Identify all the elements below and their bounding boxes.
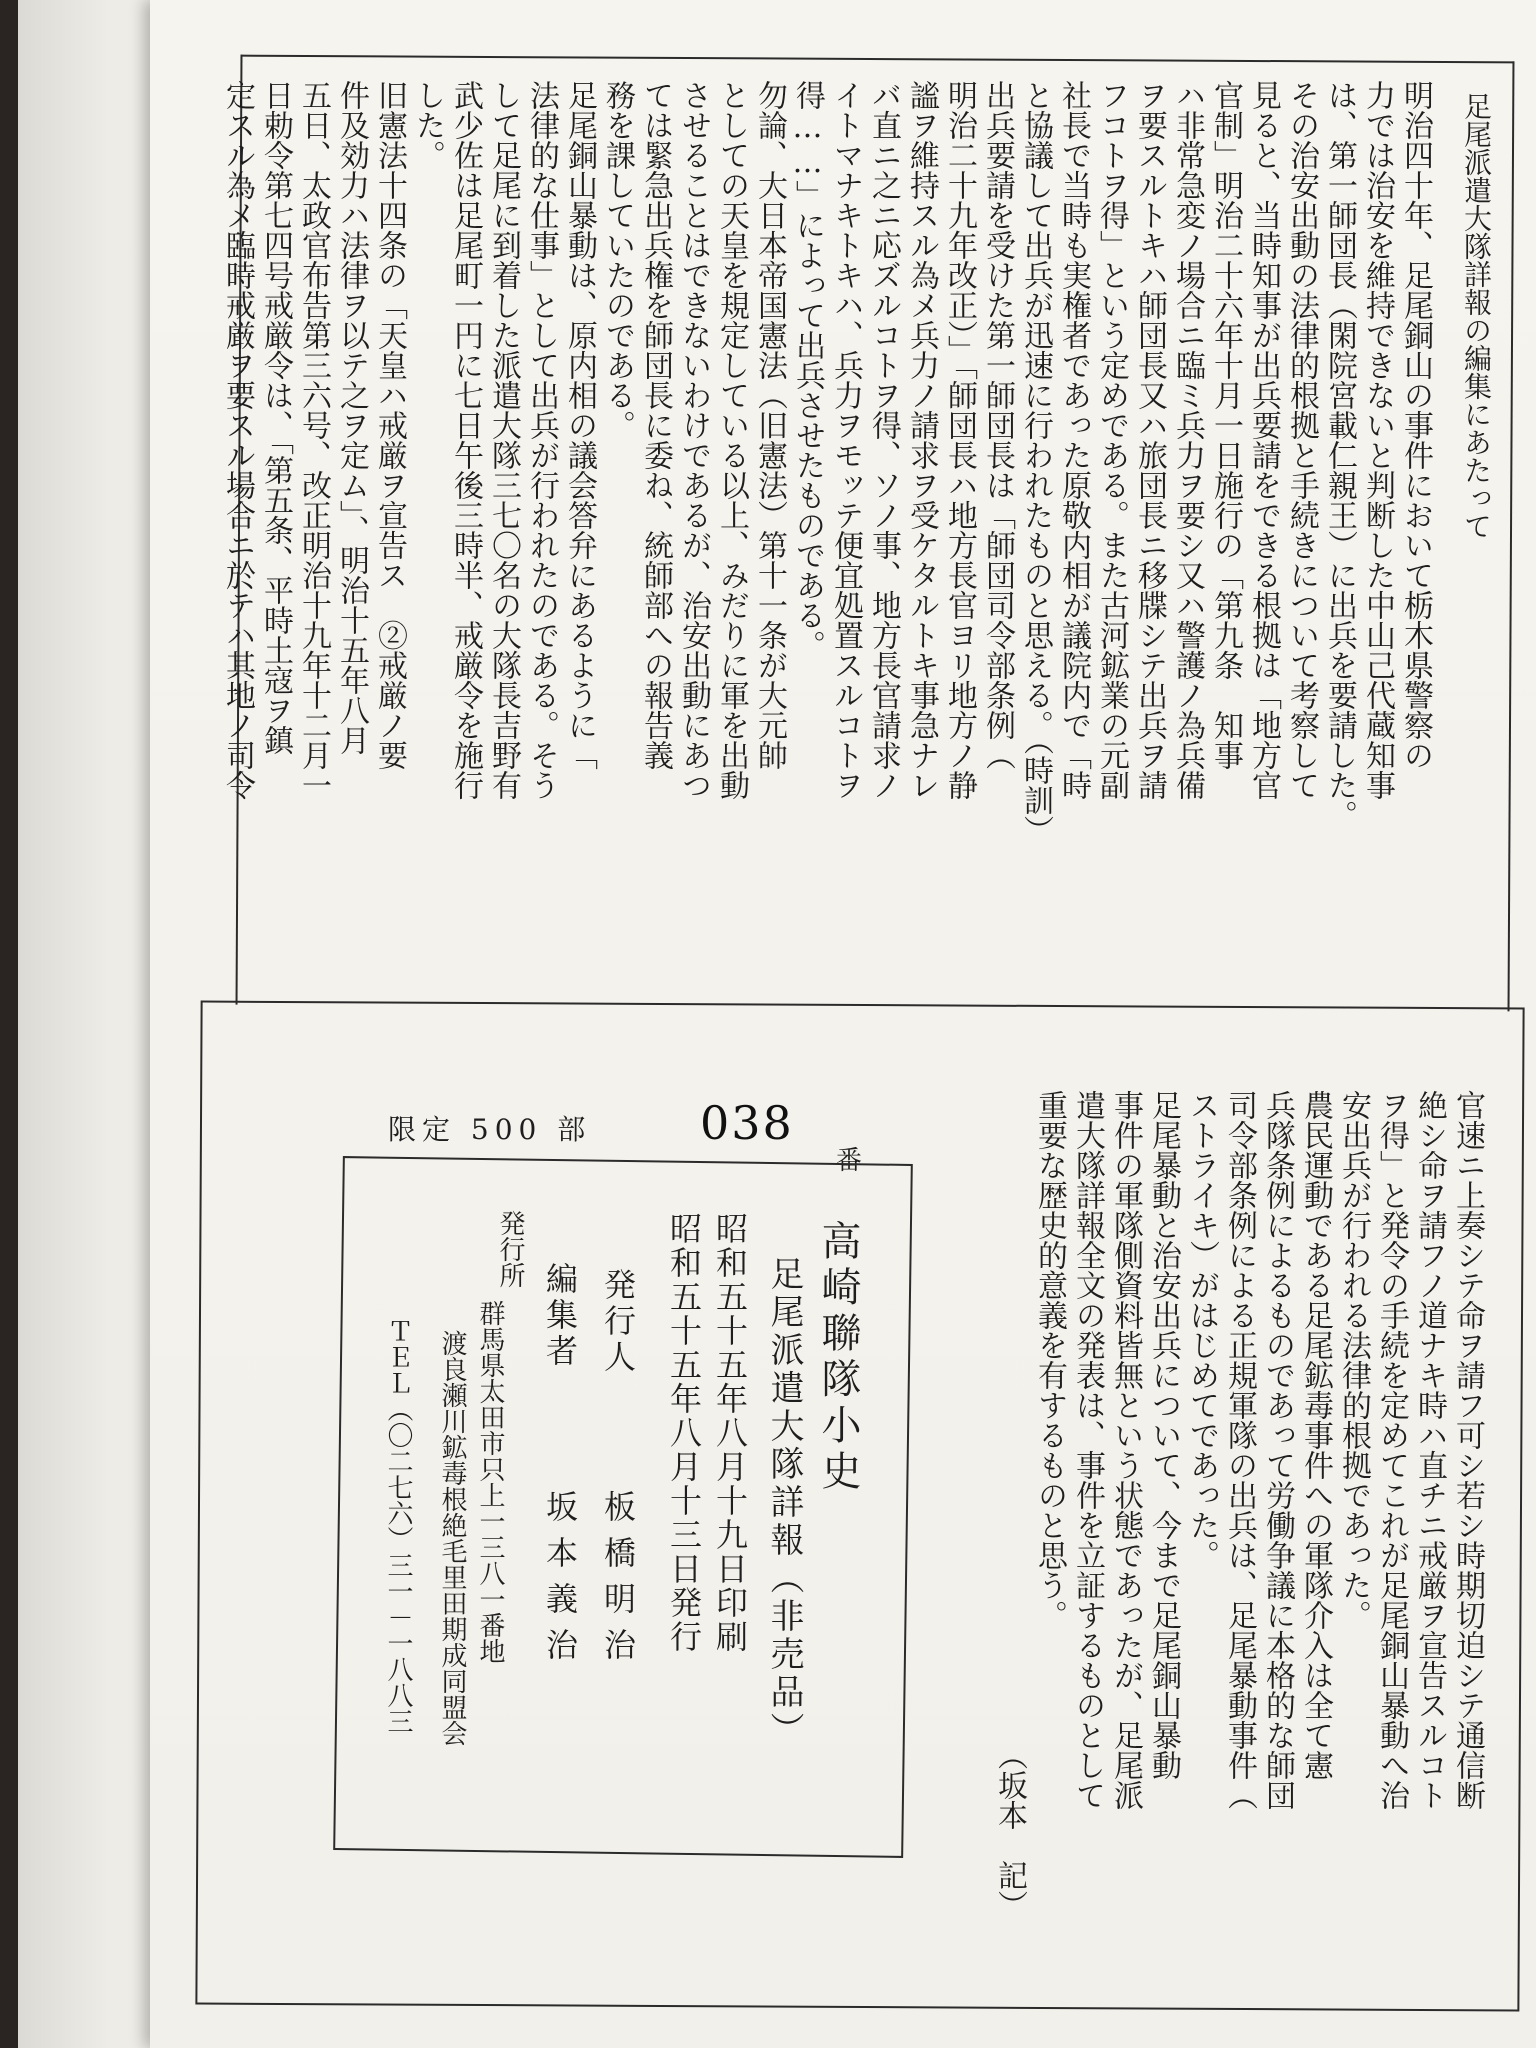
publisher-name: 板橋明治 (599, 1490, 637, 1674)
essay-line: 定スル為メ臨時戒厳ヲ要スル場合ニ於テハ其地ノ司令 (220, 80, 255, 800)
essay-line: その治安出動の法律的根拠と手続きについて考察して (1284, 80, 1319, 800)
essay-line: させることはできないわけであるが、治安出動にあつ (676, 80, 711, 800)
essay-line: した。 (410, 80, 445, 170)
limited-edition-label: 限定 500 部 (388, 1113, 592, 1146)
essay-line: 件及効力ハ法律ヲ以テ之ヲ定ム」、明治十五年八月 (334, 80, 369, 755)
signature: （坂本 記） (992, 1740, 1027, 1920)
continuation-line: ストライキ）がはじめてであった。 (1184, 1090, 1219, 1570)
continuation-line: ヲ得」と発令の手続を定めてこれが足尾銅山暴動へ治 (1374, 1090, 1409, 1810)
essay-line: 勿論、大日本帝国憲法（旧憲法）第十一条が大元帥 (752, 80, 787, 770)
essay-line: 見ると、当時知事が出兵要請をできる根拠は「地方官 (1246, 80, 1281, 800)
essay-line: 五日、太政官布告第三六号、改正明治十九年十二月一 (296, 80, 331, 800)
continuation-line: 重要な歴史的意義を有するものと思う。 (1032, 1090, 1067, 1630)
essay-line: 法律的な仕事」として出兵が行われたのである。そう (524, 80, 559, 800)
essay-line: バ直ニ之ニ応ズルコトヲ得、ソノ事、地方長官請求ノ (866, 80, 901, 800)
office-address: 群馬県太田市只上一三八一番地 (475, 1300, 505, 1664)
essay-line: 力では治安を維持できないと判断した中山己代蔵知事 (1360, 80, 1395, 800)
colophon-series-title: 高崎聯隊小史 (815, 1220, 861, 1496)
editor-label: 編集者 (541, 1262, 579, 1370)
office-label: 発行所 (495, 1210, 525, 1288)
essay-line: 出兵要請を受けた第一師団長は「師団司令部条例（ (980, 80, 1015, 770)
essay-line: して足尾に到着した派遣大隊三七〇名の大隊長吉野有 (486, 80, 521, 800)
continuation-line: 事件の軍隊側資料皆無という状態であったが、足尾派 (1108, 1090, 1143, 1810)
colophon-publish-date: 昭和五十五年八月十三日発行 (665, 1212, 703, 1654)
colophon-print-date: 昭和五十五年八月十九日印刷 (711, 1212, 749, 1654)
essay-line: は、第一師団長（閑院宮載仁親王）に出兵を要請した。 (1322, 80, 1357, 830)
continuation-line: 安出兵が行われる法律的根拠であった。 (1336, 1090, 1371, 1630)
essay-line: 旧憲法十四条の「天皇ハ戒厳ヲ宣告ス ②戒厳ノ要 (372, 80, 407, 770)
essay-line: 足尾銅山暴動は、原内相の議会答弁にあるように「 (562, 80, 597, 770)
essay-line: 得……」によって出兵させたものである。 (790, 80, 825, 660)
essay-line: 社長で当時も実権者であった原敬内相が議院内で「時 (1056, 80, 1091, 800)
office-telephone: ＴＥＬ（〇二七六）三一－一八八三 (383, 1318, 413, 1734)
publisher-label: 発行人 (599, 1268, 637, 1376)
continuation-line: 遣大隊詳報全文の発表は、事件を立証するものとして (1070, 1090, 1105, 1810)
serial-number: 038 (700, 1096, 794, 1150)
essay-line: 明治二十九年改正）」「師団長ハ地方長官ヨリ地方ノ静 (942, 80, 977, 800)
essay-line: 日勅令第七四号戒厳令は、「第五条、平時土寇ヲ鎮 (258, 80, 293, 755)
office-organization: 渡良瀬川鉱毒根絶毛里田期成同盟会 (437, 1330, 467, 1746)
essay-line: イトマナキトキハ、兵力ヲモッテ便宜処置スルコトヲ (828, 80, 863, 800)
essay-title: 足尾派遣大隊詳報の編集にあたって (1460, 92, 1493, 540)
essay-line: フコトヲ得」という定めである。また古河鉱業の元副 (1094, 80, 1129, 800)
continuation-line: 司令部条例による正規軍隊の出兵は、足尾暴動事件（ (1222, 1090, 1257, 1810)
continuation-line: 足尾暴動と治安出兵について、今まで足尾銅山暴動 (1146, 1090, 1181, 1780)
serial-number-unit: 番 (836, 1146, 863, 1176)
essay-line: 務を課していたのである。 (600, 80, 635, 440)
essay-line: ハ非常急変ノ場合ニ臨ミ兵力ヲ要シ又ハ警護ノ為兵備 (1170, 80, 1205, 800)
essay-line: ては緊急出兵権を師団長に委ね、統師部への報告義 (638, 80, 673, 770)
continuation-line: 絶シ命ヲ請フノ道ナキ時ハ直チニ戒厳ヲ宣告スルコト (1412, 1090, 1447, 1810)
essay-line: ヲ要スルトキハ師団長又ハ旅団長ニ移牒シテ出兵ヲ請 (1132, 80, 1167, 800)
essay-line: 官制」明治二十六年十月一日施行の「第九条 知事 (1208, 80, 1243, 770)
essay-line: 明治四十年、足尾銅山の事件において栃木県警察の (1398, 80, 1433, 770)
editor-name: 坂本義治 (541, 1490, 579, 1674)
continuation-line: 農民運動である足尾鉱毒事件への軍隊介入は全て憲 (1298, 1090, 1333, 1780)
essay-line: 謐ヲ維持スル為メ兵力ノ請求ヲ受ケタルトキ事急ナレ (904, 80, 939, 800)
continuation-line: 兵隊条例によるものであって労働争議に本格的な師団 (1260, 1090, 1295, 1810)
essay-line: 武少佐は足尾町一円に七日午後三時半、戒厳令を施行 (448, 80, 483, 800)
essay-line: と協議して出兵が迅速に行われたものと思える。（時訓） (1018, 80, 1053, 845)
colophon-book-title: 足尾派遣大隊詳報（非売品） (764, 1256, 804, 1750)
continuation-line: 官速ニ上奏シテ命ヲ請フ可シ若シ時期切迫シテ通信断 (1450, 1090, 1485, 1810)
essay-line: としての天皇を規定している以上、みだりに軍を出動 (714, 80, 749, 800)
